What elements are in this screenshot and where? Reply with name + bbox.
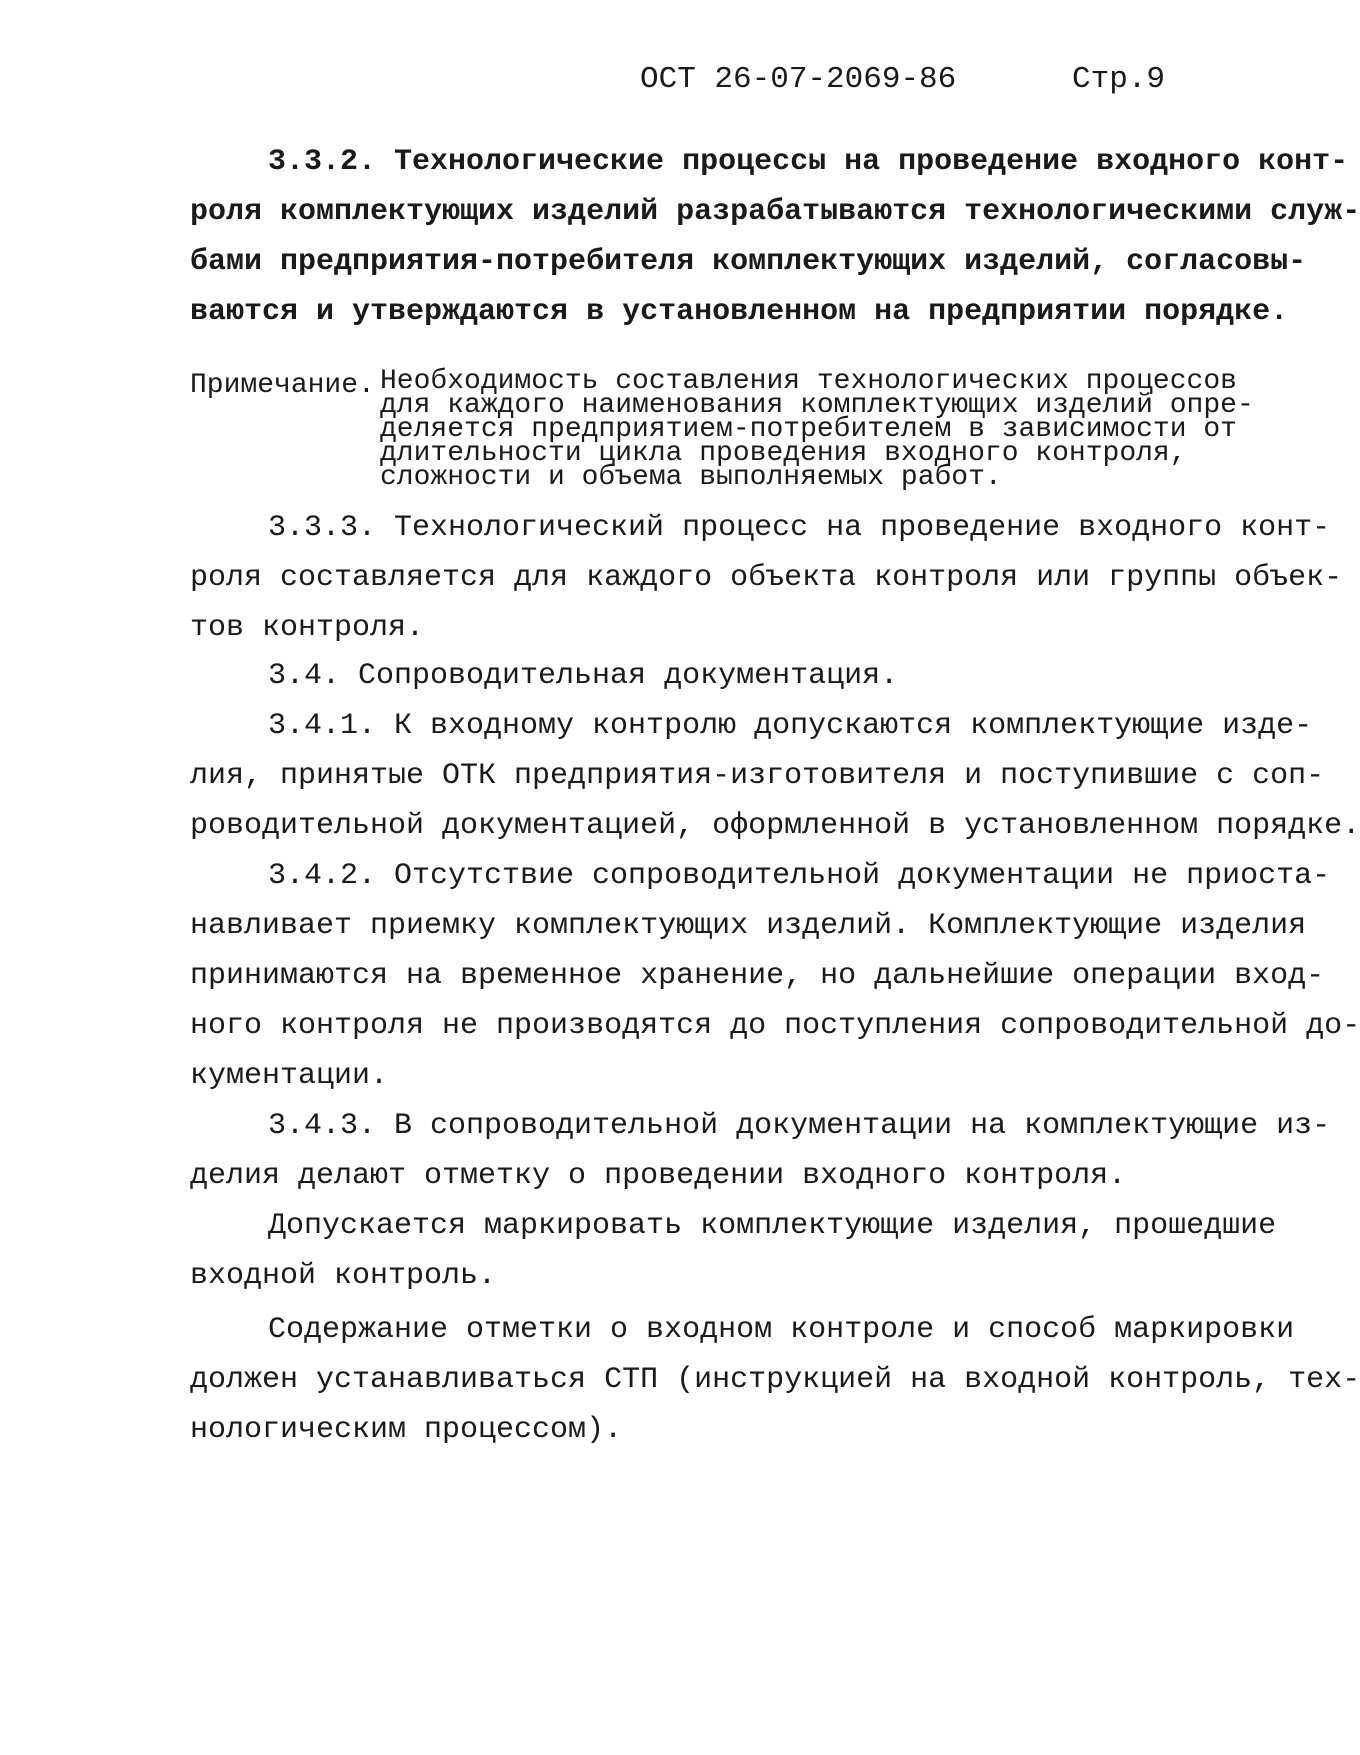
paragraph-3-4-2 xyxy=(190,851,1360,1101)
text-line: 3.4.2. Отсутствие сопроводительной документации не приоста- xyxy=(268,859,1331,893)
text-line: входной контроль. xyxy=(190,1259,497,1293)
paragraph-3-3-3 xyxy=(190,503,1343,653)
page-number: Стр.9 xyxy=(1072,62,1166,97)
text-line: 3.3.2. Технологические процессы на проведение входного конт- xyxy=(268,145,1349,179)
text-line: Допускается маркировать комплектующие изделия, прошедшие xyxy=(268,1209,1277,1243)
text-line: нологическим процессом). xyxy=(190,1413,623,1447)
text-line: тов контроля. xyxy=(190,611,425,645)
note-line: длительности цикла проведения входного контроля, xyxy=(380,438,1187,469)
paragraph-marking xyxy=(190,1201,1277,1301)
paragraph-3-4-3 xyxy=(190,1101,1331,1201)
text-line: роводительной документацией, оформленной в установленном порядке. xyxy=(190,809,1360,843)
note-line: для каждого наименования комплектующих изделий опре- xyxy=(380,390,1254,421)
section-heading-3-4 xyxy=(190,651,1200,701)
text-line: навливает приемку комплектующих изделий. Комплектующие изделия xyxy=(190,909,1307,943)
text-line: Содержание отметки о входном контроле и способ маркировки xyxy=(268,1313,1295,1347)
text-line: делия делают отметку о проведении входного контроля. xyxy=(190,1159,1127,1193)
note-line: Необходимость составления технологических процессов xyxy=(380,366,1237,397)
note-line: деляется предприятием-потребителем в зависимости от xyxy=(380,414,1237,445)
text-line: бами предприятия-потребителя комплектующих изделий, согласовы- xyxy=(190,245,1307,279)
text-line: ного контроля не производятся до поступления сопроводительной до- xyxy=(190,1009,1360,1043)
text-line: должен устанавливаться СТП (инструкцией на входной контроль, тех- xyxy=(190,1363,1360,1397)
text-line: роля комплектующих изделий разрабатываются технологическими служ- xyxy=(190,195,1360,229)
paragraph-3-4-1 xyxy=(190,701,1360,851)
text-line: 3.3.3. Технологический процесс на проведение входного конт- xyxy=(268,511,1331,545)
note-line: сложности и объема выполняемых работ. xyxy=(380,462,1002,493)
text-line: 3.4.1. К входному контролю допускаются комплектующие изде- xyxy=(268,709,1313,743)
text-line: лия, принятые ОТК предприятия-изготовителя и поступившие с соп- xyxy=(190,759,1325,793)
note-label: Примечание. xyxy=(190,370,375,401)
paragraph-mark-content xyxy=(190,1305,1360,1455)
text-line: ваются и утверждаются в установленном на предприятии порядке. xyxy=(190,295,1289,329)
text-line: кументации. xyxy=(190,1059,389,1093)
text-line: принимаются на временное хранение, но дальнейшие операции вход- xyxy=(190,959,1325,993)
text-line: 3.4.3. В сопроводительной документации на комплектующие из- xyxy=(268,1109,1331,1143)
document-code: ОСТ 26-07-2069-86 xyxy=(640,62,957,97)
text-line: роля составляется для каждого объекта контроля или группы объек- xyxy=(190,561,1343,595)
section-heading: 3.4. Сопроводительная документация. xyxy=(268,659,899,693)
note-body xyxy=(380,366,1254,493)
paragraph-3-3-2 xyxy=(190,137,1360,337)
